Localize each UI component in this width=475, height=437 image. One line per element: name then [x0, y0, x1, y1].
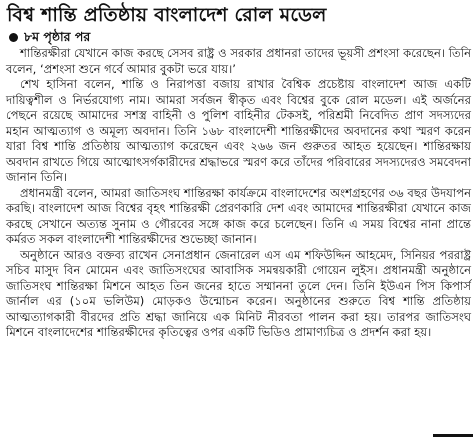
article-paragraph-3: প্রধানমন্ত্রী বলেন, আমরা জাতিসংঘ শান্তিরক্ষা কার্যক্রমে বাংলাদেশের অংশগ্রহণের ৩৬ বছর উদযাপন করছি। বাংলাদেশ আজ বিশ্বের বৃহৎ শান্তিরক্ষী প্রেরণকারি দেশ এবং আমাদের শান্তিরক্ষীরা যেখানে কাজ করছে সেখানে অত্যন্ত সুনাম ও গৌরবের সঙ্গে কাজ করে চলেছেন। তিনি এ সময় বিশ্বের নানা প্রান্তে কর্মরত সকল বাংলাদেশী শান্তিরক্ষীদের শুভেচ্ছা জানান। [6, 185, 471, 246]
bullet-icon [9, 33, 18, 42]
continued-from-line [9, 29, 471, 45]
article-paragraph-1: শান্তিরক্ষীরা যেখানে কাজ করছে সেসব রাষ্ট্র ও সরকার প্রধানরা তাদের ভূয়সী প্রশংসা করেছেন। তিনি বলেন, ‘প্রশংসা শুনে গর্বে আমার বুকটা ভরে যায়।’ [6, 46, 471, 76]
article-paragraph-4: অনুষ্ঠানে আরও বক্তব্য রাখেন সেনাপ্রধান জেনারেল এস এম শফিউদ্দিন আহমেদ, সিনিয়র পররাষ্ট্র সচিব মাসুদ বিন মোমেন এবং জাতিসংঘের আবাসিক সমন্বয়কারী গোয়েন লুইস। প্রধানমন্ত্রী অনুষ্ঠানে জাতিসংঘ শান্তিরক্ষা মিশনে আহত তিন জনের হাতে সম্মাননা তুলে দেন। তিনি ইউএন পিস কিপার্স জার্নাল এর (১০ম ভলিউম) মোড়কও উন্মোচন করেন। অনুষ্ঠানের শুরুতে বিশ্ব শান্তি প্রতিষ্ঠায় আত্মত্যাগকারী বীরদের প্রতি শ্রদ্ধা জানিয়ে এক মিনিট নীরবতা পালন করা হয়। তারপর জাতিসংঘ মিশনে বাংলাদেশের শান্তিরক্ষীদের কৃতিত্বের ওপর একটি ভিডিও প্রামাণ্যচিত্র ও প্রদর্শন করা হয়। [6, 247, 471, 339]
article-body [6, 46, 471, 341]
article-paragraph-2: শেখ হাসিনা বলেন, শান্তি ও নিরাপত্তা বজায় রাখার বৈশ্বিক প্রচেষ্টায় বাংলাদেশ আজ একটি দায়িত্বশীল ও নির্ভরযোগ্য নাম। আমরা সর্বজন স্বীকৃত এবং বিশ্বের বুকে রোল মডেল। এই অর্জনের পেছনে রয়েছে আমাদের সশস্ত্র বাহিনী ও পুলিশ বাহিনীর টেকসই, পরিশ্রমী নিবেদিত প্রাণ সদস্যদের মহান আত্মত্যাগ ও অমূল্য অবদান। তিনি ১৬৮ বাংলাদেশী শান্তিরক্ষীদের অবদানের কথা স্মরণ করেন যারা বিশ্ব শান্তি প্রতিষ্ঠায় আত্মত্যাগ করেছেন এবং ২৬৬ জন গুরুতর আহত হয়েছেন। শান্তিরক্ষায় অবদান রাখতে গিয়ে আত্মোৎসর্গকারীদের শ্রদ্ধাভরে স্মরণ করে তাঁদের পরিবারের সদস্যদেরও সমবেদনা জানান তিনি। [6, 77, 471, 184]
article-headline: বিশ্ব শান্তি প্রতিষ্ঠায় বাংলাদেশ রোল মডেল [7, 4, 327, 26]
continued-from-text: ৮ম পৃষ্ঠার পর [24, 29, 91, 44]
